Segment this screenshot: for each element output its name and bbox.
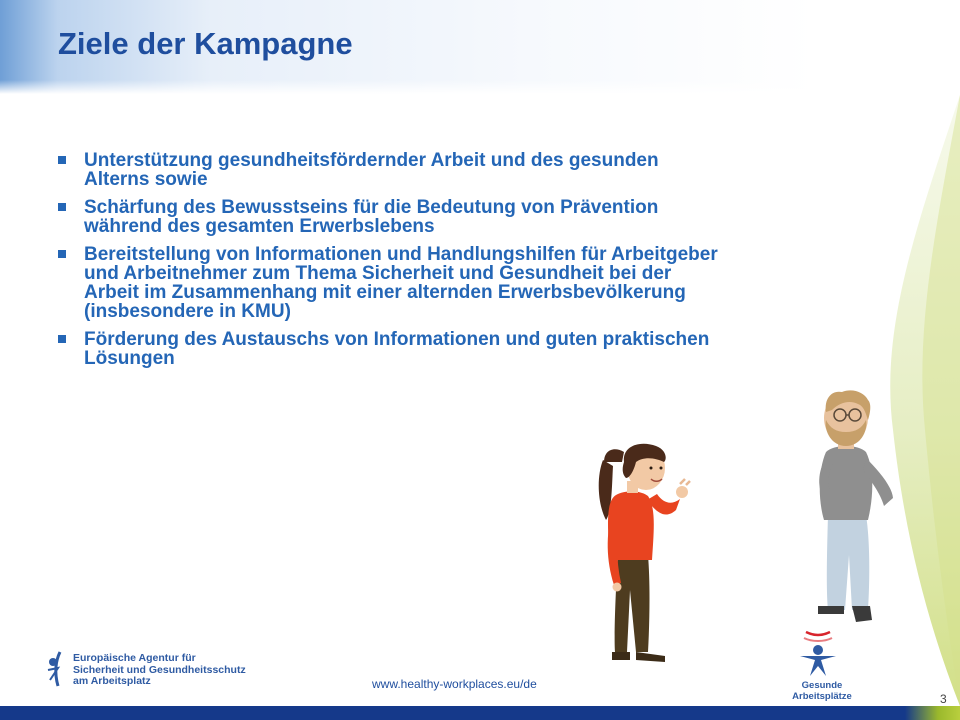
agency-logo-text: Europäische Agentur für Sicherheit und Gesundheitsschutz am Arbeitsplatz	[73, 652, 246, 687]
bottom-bar-accent	[905, 706, 960, 720]
woman-illustration	[599, 444, 690, 662]
bullet-item: Schärfung des Bewusstseins für die Bedeutung von Prävention während des gesamten Erwerbslebens	[58, 198, 858, 236]
bottom-bar	[0, 706, 960, 720]
footer-url[interactable]: www.healthy-workplaces.eu/de	[372, 677, 537, 691]
page-title: Ziele der Kampagne	[58, 26, 353, 61]
bullet-item: Unterstützung gesundheitsfördernder Arbeit und des gesunden Alterns sowie	[58, 151, 858, 189]
page-number: 3	[940, 692, 947, 706]
agency-logo-icon	[44, 650, 70, 690]
man-illustration	[818, 390, 893, 622]
bullet-item: Bereitstellung von Informationen und Handlungshilfen für Arbeitgeber und Arbeitnehmer zum Thema Sicherheit und Gesundheit bei der Arbeit im Zusammenhang mit einer alternden Erwerbsbevölkerung (insbesondere in KMU)	[58, 245, 858, 321]
campaign-logo-icon	[790, 626, 850, 682]
bullet-item: Förderung des Austauschs von Informationen und guten praktischen Lösungen	[58, 330, 858, 368]
campaign-logo-text: Gesunde Arbeitsplätze	[792, 680, 852, 702]
